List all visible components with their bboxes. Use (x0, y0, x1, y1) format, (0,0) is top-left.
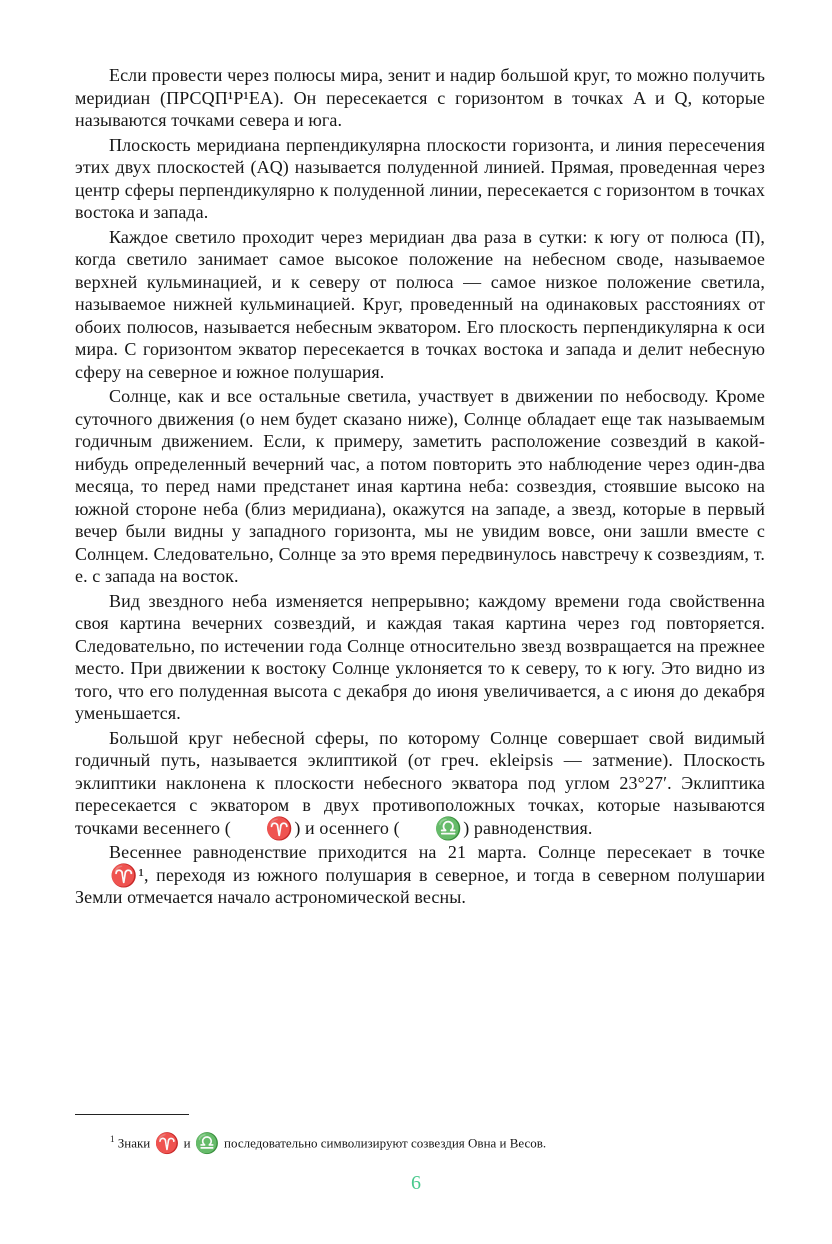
paragraph-culmination (75, 226, 765, 384)
footnote (110, 1130, 750, 1156)
aries-icon: ♈ (154, 1133, 180, 1156)
footnote-divider (75, 1114, 189, 1115)
libra-icon: ♎ (194, 1133, 220, 1156)
paragraph-text: Весеннее равноденствие приходится на 21 марта. Солнце пересекает в точке (109, 842, 765, 862)
aries-icon: ♈ (265, 815, 294, 841)
body-text (75, 64, 765, 909)
footnote-marker: 1 (110, 1134, 115, 1144)
paragraph-ecliptic (75, 727, 765, 840)
page-number: 6 (411, 1172, 421, 1194)
paragraph-text: ¹, переходя из южного полушария в северное, и тогда в северном полушарии Земли отмечается начало астрономической весны. (75, 864, 765, 907)
paragraph-text: Вид звездного неба изменяется непрерывно; каждому времени года свойственна своя картина вечерних созвездий, и каждая такая картина через год повторяется. Следовательно, по истечении года Солнце относительно звезд возвращается на прежнее место. При движении к востоку Солнце уклоняется то к северу, то к югу. Это видно из того, что его полуденная высота с декабря до июня увеличивается, а с июня до декабря уменьшается. (75, 590, 765, 723)
paragraph-text: Большой круг небесной сферы, по которому Солнце совершает свой видимый годичный путь, называется эклиптикой (от греч. ekleipsis — затмение). Плоскость эклиптики наклонена к плоскости небесного экватора под углом 23°27′. Эклиптика пересекается с экватором в двух противоположных точках, которые называются точками весеннего ( (75, 727, 765, 838)
libra-icon: ♎ (434, 815, 463, 841)
aries-icon: ♈ (110, 862, 138, 888)
paragraph-equinox (75, 841, 765, 909)
paragraph-text: Если провести через полюсы мира, зенит и надир большой круг, то можно получить меридиан (ПРСQП¹Р¹ЕА). Он пересекается с горизонтом в точках A и Q, которые называются точками севера и юга. (75, 65, 765, 130)
footnote-text: последовательно символизируют созвездия Овна и Весов. (220, 1135, 547, 1151)
paragraph-noon-line (75, 134, 765, 224)
paragraph-text: ) и осеннего ( (294, 817, 400, 838)
footnote-text: и (180, 1135, 194, 1151)
paragraph-text: Каждое светило проходит через меридиан два раза в сутки: к югу от полюса (П), когда светило занимает самое высокое положение на небесном своде, называемое верхней кульминацией, и к северу от полюса — самое низкое положение светила, называемое нижней кульминацией. Круг, проведенный на одинаковых расстояниях от обоих полюсов, называется небесным экватором. Его плоскость перпендикулярна к оси мира. С горизонтом экватор пересекается в точках востока и запада и делит небесную сферу на северное и южное полушария. (75, 226, 765, 382)
paragraph-text: Солнце, как и все остальные светила, участвует в движении по небосводу. Кроме суточного движения (о нем будет сказано ниже), Солнце обладает еще так называемым годичным движением. Если, к примеру, заметить расположение созвездий в какой-нибудь определенный вечерний час, а потом повторить это наблюдение через один-два месяца, то перед нами предстанет иная картина неба: созвездия, стоявшие высоко на южной стороне неба (близ меридиана), окажутся на западе, а звезд, которые в первый вечер были видны у западного горизонта, мы не увидим вовсе, они зашли вместе с Солнцем. Следовательно, Солнце за это время передвинулось навстречу к созвездиям, т. е. с запада на восток. (75, 386, 765, 586)
paragraph-text: ) равноденствия. (463, 817, 593, 838)
paragraph-meridian (75, 64, 765, 132)
paragraph-annual-motion (75, 385, 765, 588)
paragraph-starry-sky (75, 590, 765, 725)
paragraph-text: Плоскость меридиана перпендикулярна плоскости горизонта, и линия пересечения этих двух плоскостей (AQ) называется полуденной линией. Прямая, проведенная через центр сферы перпендикулярно к полуденной линии, пересекается с горизонтом в точках востока и запада. (75, 134, 765, 222)
footnote-text: Знаки (114, 1135, 154, 1151)
